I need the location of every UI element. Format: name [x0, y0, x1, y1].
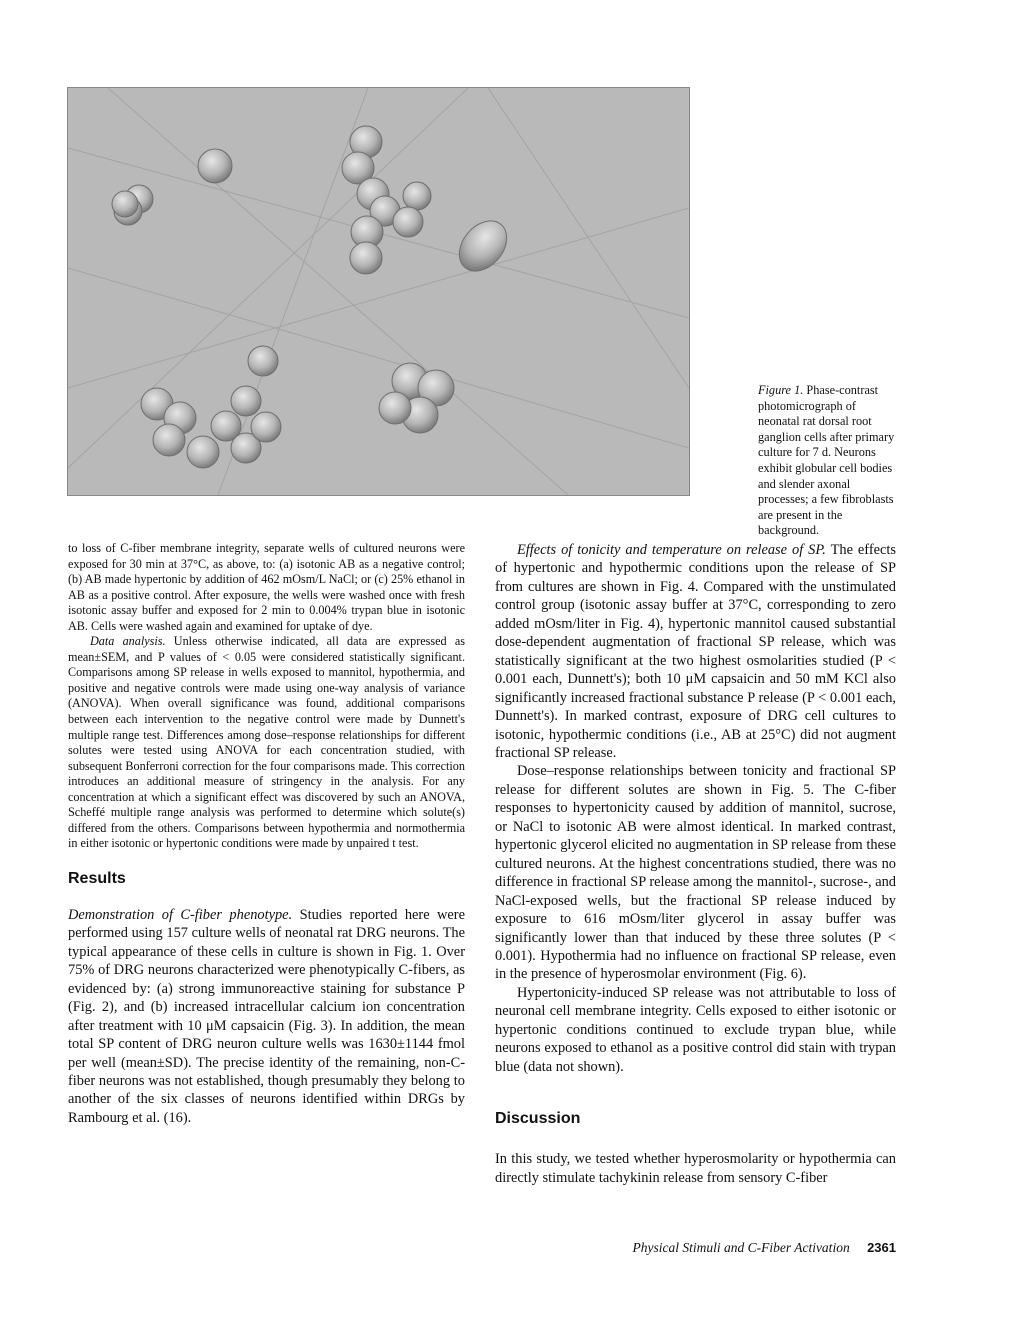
- phenotype-body: Studies reported here were performed using 157 culture wells of neonatal rat DRG neurons. The typical appearance of these cells in culture is shown in Fig. 1. Over 75% of DRG neurons characterized were phenotypically C-fibers, as evidenced by: (a) strong immunoreactive staining for substance P (Fig. 2), and (b) increased intracellular calcium ion concentration after treatment with 10 μM capsaicin (Fig. 3). In addition, the mean total SP content of DRG neuron culture wells was 1630±1144 fmol per well (mean±SD). The precise identity of the remaining, non-C-fiber neurons was not established, though presumably they belong to another of the six classes of neurons identified within DRGs by Rambourg et al. (16).: [68, 906, 465, 1126]
- data-analysis-paragraph: [68, 634, 465, 852]
- running-title: Physical Stimuli and C-Fiber Activation: [632, 1240, 850, 1255]
- page-footer: [560, 1240, 896, 1256]
- data-analysis-heading: Data analysis.: [90, 634, 166, 649]
- hypertonicity-paragraph: Hypertonicity-induced SP release was not attributable to loss of neuronal cell membrane integrity. Cells exposed to either isotonic or hypertonic conditions continued to exclude trypan blue, while neurons exposed to ethanol as a positive control did stain with trypan blue (data not shown).: [495, 984, 896, 1075]
- data-analysis-body: Unless otherwise indicated, all data are expressed as mean±SEM, and P values of < 0.05 were considered statistically significant. Comparisons among SP release in wells exposed to mannitol, hypothermia, and positive and negative controls were made using one-way analysis of variance (ANOVA). When overall significance was found, additional comparisons between each intervention to the negative control were made by Dunnett's multiple range test. Differences among dose–response relationships for different solutes were tested using ANOVA for each concentration studied, with subsequent Bonferroni correction for the four comparisons made. This correction introduces an additional measure of stringency in the analysis. For any concentration at which a significant effect was discovered by such an ANOVA, Scheffé multiple range analysis was performed to determine which solute(s) differed from the others. Comparisons between hypothermia and normothermia in either isotonic or hypertonic conditions were made by unpaired t test.: [68, 634, 466, 851]
- figure-caption-text: Phase-contrast photomicrograph of neonatal rat dorsal root ganglion cells after primary culture for 7 d. Neurons exhibit globular cell bodies and slender axonal processes; a few fibroblasts are present in the background.: [758, 383, 895, 538]
- tonicity-paragraph: [495, 541, 896, 762]
- phenotype-paragraph: [68, 906, 465, 1127]
- results-heading: Results: [68, 869, 126, 887]
- tonicity-heading: Effects of tonicity and temperature on release of SP.: [517, 542, 826, 558]
- discussion-paragraph: In this study, we tested whether hyperosmolarity or hypothermia can directly stimulate tachykinin release from sensory C-fiber: [495, 1151, 896, 1186]
- page-number: 2361: [867, 1240, 896, 1255]
- figure-label: Figure 1.: [758, 383, 804, 397]
- figure-caption: [758, 383, 898, 539]
- dose-response-paragraph: Dose–response relationships between tonicity and fractional SP release for different solutes are shown in Fig. 5. The C-fiber responses to hypertonicity caused by addition of mannitol, sucrose, or NaCl to isotonic AB were almost identical. In marked contrast, hypertonic glycerol elicited no augmentation in SP release from these cultured neurons. At the highest concentrations studied, there was no difference in fractional SP release among the mannitol-, sucrose-, and NaCl-exposed wells, but the fractional SP release induced by exposure to 616 mOsm/liter glycerol in assay buffer was significantly lower than that induced by these three solutes (P < 0.001). Hypothermia had no influence on fractional SP release, even in the presence of hyperosmolar environment (Fig. 6).: [495, 763, 896, 983]
- methods-continuation: to loss of C-fiber membrane integrity, separate wells of cultured neurons were exposed for 30 min at 37°C, as above, to: (a) isotonic AB as a negative control; (b) AB made hypertonic by addition of 462 mOsm/L NaCl; or (c) 25% ethanol in AB as a positive control. After exposure, the wells were washed once with fresh isotonic assay buffer and exposed for 2 min to 0.004% trypan blue in isotonic AB. Cells were washed again and examined for uptake of dye.: [68, 541, 465, 633]
- discussion-heading: Discussion: [495, 1110, 581, 1128]
- phenotype-heading: Demonstration of C-fiber phenotype.: [68, 906, 293, 923]
- photomicrograph-image: [68, 88, 689, 495]
- tonicity-body: The effects of hypertonic and hypothermic conditions upon the release of SP from cultures are shown in Fig. 4. Compared with the unstimulated control group (isotonic assay buffer at 37°C, corresponding to zero added mOsm/liter in Fig. 4), hypertonic mannitol caused substantial dose-dependent augmentation of fractional SP release, which was statistically significant at the two highest osmolarities studied (P < 0.001 each, Dunnett's); both 10 μM capsaicin and 50 mM KCl also significantly increased fractional substance P release (P < 0.001 each, Dunnett's). In marked contrast, exposure of DRG cell cultures to isotonic, hypothermic conditions (i.e., AB at 25°C) did not augment fractional SP release.: [495, 542, 897, 761]
- figure-1-photomicrograph: [67, 87, 690, 496]
- left-column: [68, 541, 465, 1127]
- right-column: [495, 541, 896, 1187]
